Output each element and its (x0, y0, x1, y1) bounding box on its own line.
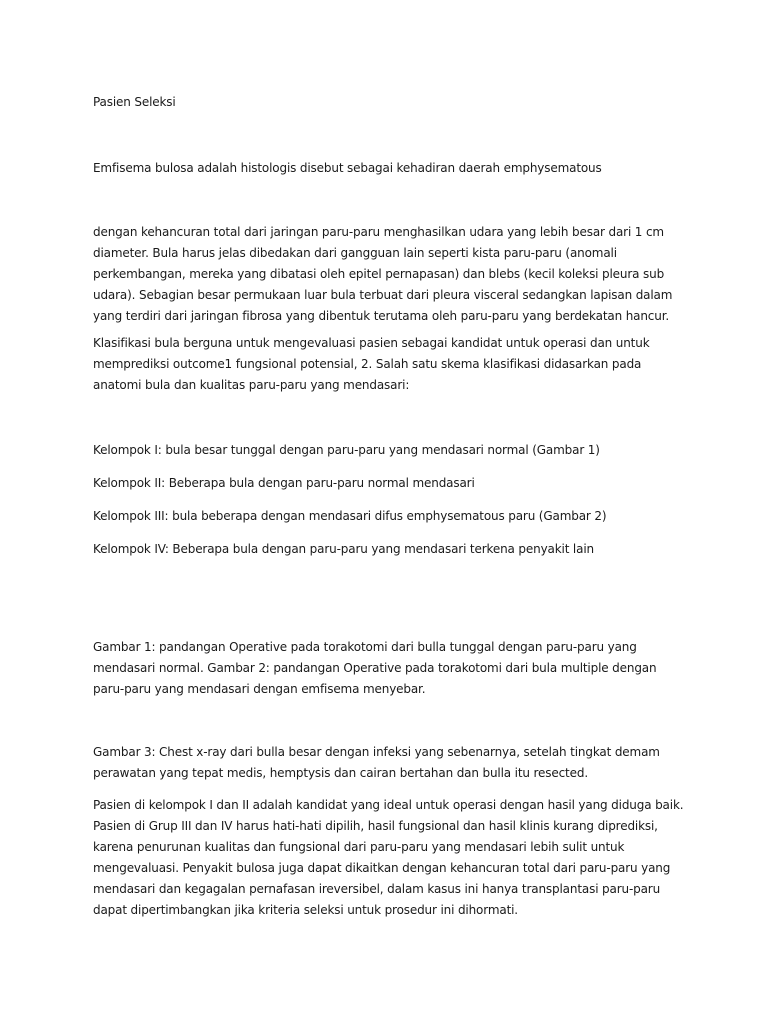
group-item-2: Kelompok II: Beberapa bula dengan paru-paru normal mendasari (93, 476, 475, 490)
paragraph-patient-selection: Pasien di kelompok I dan II adalah kandidat yang ideal untuk operasi dengan hasil yang diduga baik. Pasien di Grup III dan IV harus hati-hati dipilih, hasil fungsional dan hasil klinis kurang diprediksi, karena penurunan kualitas dan fungsional dari paru-paru yang mendasari lebih sulit untuk mengevaluasi. Penyakit bulosa juga dapat dikaitkan dengan kehancuran total dari paru-paru yang mendasari dan kegagalan pernafasan ireversibel, dalam kasus ini hanya transplantasi paru-paru dapat dipertimbangkan jika kriteria seleksi untuk prosedur ini dihormati. (93, 798, 684, 917)
figure-caption-1-2: Gambar 1: pandangan Operative pada torakotomi dari bulla tunggal dengan paru-paru yang mendasari normal. Gambar 2: pandangan Operative pada torakotomi dari bula multiple dengan paru-paru yang mendasari dengan emfisema menyebar. (93, 640, 657, 696)
intro-line: Emfisema bulosa adalah histologis disebut sebagai kehadiran daerah emphysematous (93, 161, 602, 175)
paragraph-classification: Klasifikasi bula berguna untuk mengevaluasi pasien sebagai kandidat untuk operasi dan untuk memprediksi outcome1 fungsional potensial, 2. Salah satu skema klasifikasi didasarkan pada anatomi bula dan kualitas paru-paru yang mendasari: (93, 336, 650, 392)
group-item-1: Kelompok I: bula besar tunggal dengan paru-paru yang mendasari normal (Gambar 1) (93, 443, 600, 457)
document-title: Pasien Seleksi (93, 95, 176, 109)
group-item-3: Kelompok III: bula beberapa dengan mendasari difus emphysematous paru (Gambar 2) (93, 509, 607, 523)
paragraph-bula-definition: dengan kehancuran total dari jaringan paru-paru menghasilkan udara yang lebih besar dari 1 cm diameter. Bula harus jelas dibedakan dari gangguan lain seperti kista paru-paru (anomali perkembangan, mereka yang dibatasi oleh epitel pernapasan) dan blebs (kecil koleksi pleura sub udara). Sebagian besar permukaan luar bula terbuat dari pleura visceral sedangkan lapisan dalam yang terdiri dari jaringan fibrosa yang dibentuk terutama oleh paru-paru yang berdekatan hancur. (93, 225, 673, 323)
group-item-4: Kelompok IV: Beberapa bula dengan paru-paru yang mendasari terkena penyakit lain (93, 542, 594, 556)
figure-caption-3: Gambar 3: Chest x-ray dari bulla besar dengan infeksi yang sebenarnya, setelah tingkat demam perawatan yang tepat medis, hemptysis dan cairan bertahan dan bulla itu resected. (93, 745, 660, 780)
